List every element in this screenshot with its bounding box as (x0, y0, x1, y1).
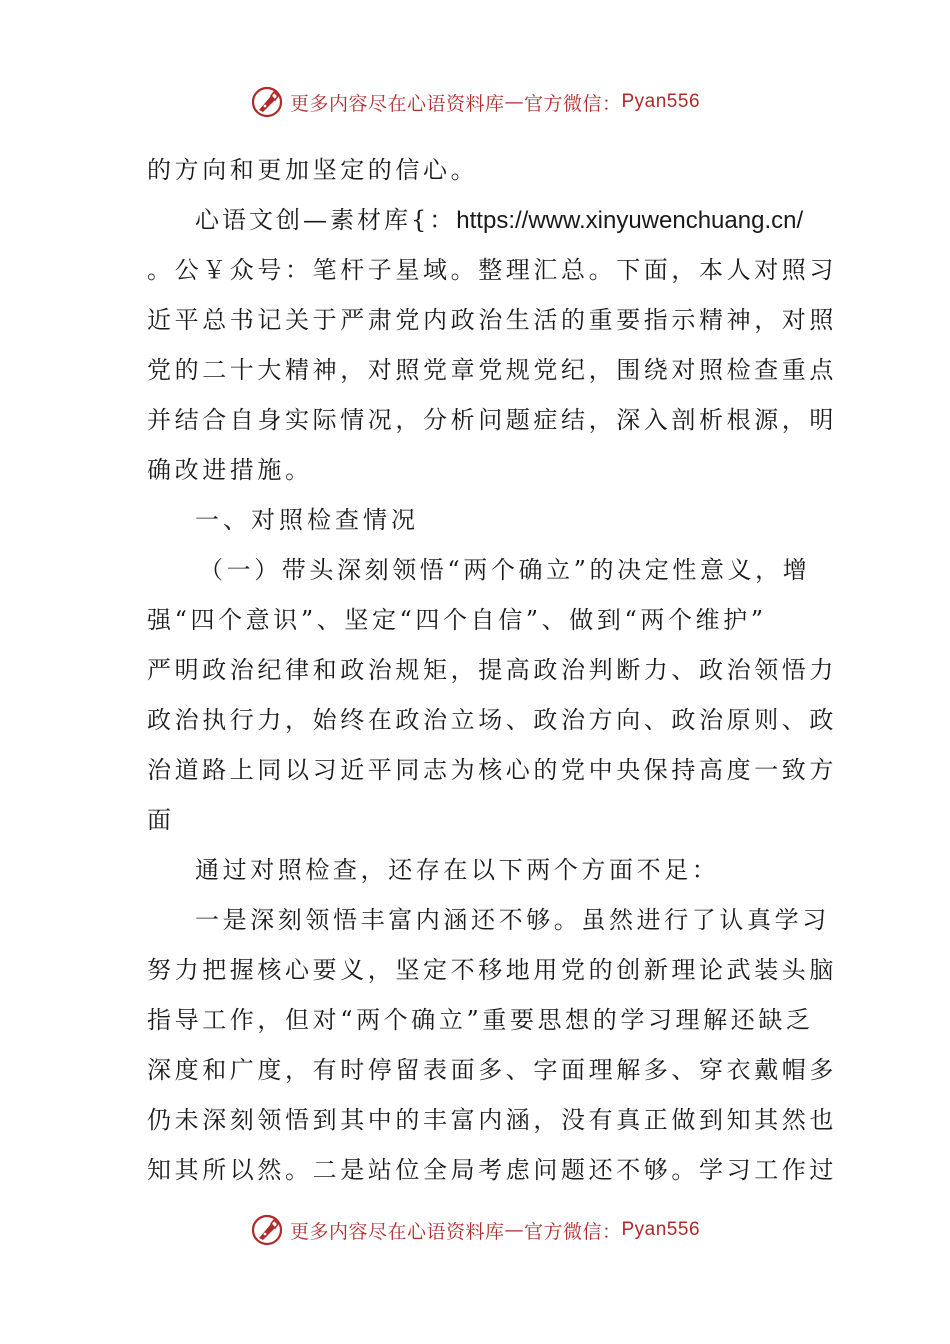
text-line: 通过对照检查，还存在以下两个方面不足： (195, 856, 720, 884)
banner-wechat-id: Pyan556 (621, 91, 701, 112)
banner-sub-text: 官方微信： (523, 92, 622, 115)
section-heading: 一、对照检查情况 (195, 506, 419, 534)
text-line: 确改进措施。 (147, 456, 313, 484)
text-line: 近平总书记关于严肃党内政治生活的重要指示精神，对照 (147, 306, 837, 334)
text-line: 。公￥众号：笔杆子星域。整理汇总。下面，本人对照习 (147, 256, 837, 284)
text-line: 党的二十大精神，对照党章党规党纪，围绕对照检查重点 (147, 356, 837, 384)
footer-banner (0, 1210, 950, 1250)
source-prefix: 心语文创—素材库{： (195, 206, 457, 234)
banner-main-text: 更多内容尽在心语资料库 (289, 1220, 505, 1243)
text-line: 面 (147, 806, 175, 834)
text-line: 的方向和更加坚定的信心。 (147, 156, 479, 184)
text-line: 深度和广度，有时停留表面多、字面理解多、穿衣戴帽多 (147, 1056, 837, 1084)
document-body (147, 145, 837, 1195)
pen-nib-logo-icon (250, 1213, 284, 1247)
pen-nib-logo-icon (250, 85, 284, 119)
text-line: 治道路上同以习近平同志为核心的党中央保持高度一致方 (147, 756, 837, 784)
banner-separator: — (504, 1219, 524, 1241)
text-line: 仍未深刻领悟到其中的丰富内涵，没有真正做到知其然也 (147, 1106, 837, 1134)
text-line: 指导工作，但对“两个确立”重要思想的学习理解还缺乏 (147, 1006, 814, 1034)
text-line: 努力把握核心要义，坚定不移地用党的创新理论武装头脑 (147, 956, 837, 984)
text-line (147, 195, 807, 245)
text-line: 强“四个意识”、坚定“四个自信”、做到“两个维护” (147, 606, 767, 634)
subsection-heading: （一）带头深刻领悟“两个确立”的决定性意义，增 (199, 556, 811, 584)
banner-separator: — (504, 91, 524, 113)
header-banner (0, 82, 950, 122)
banner-sub-text: 官方微信： (523, 1220, 622, 1243)
text-line: 知其所以然。二是站位全局考虑问题还不够。学习工作过 (147, 1156, 837, 1184)
banner-main-text: 更多内容尽在心语资料库 (289, 92, 505, 115)
text-line: 并结合自身实际情况，分析问题症结，深入剖析根源，明 (147, 406, 837, 434)
text-line: 严明政治纪律和政治规矩，提高政治判断力、政治领悟力 (147, 656, 837, 684)
text-line: 一是深刻领悟丰富内涵还不够。虽然进行了认真学习 (195, 906, 830, 934)
source-url-link[interactable]: https://www.xinyuwenchuang.cn/ (456, 207, 804, 234)
banner-wechat-id: Pyan556 (621, 1219, 701, 1240)
text-line: 政治执行力，始终在政治立场、政治方向、政治原则、政 (147, 706, 837, 734)
